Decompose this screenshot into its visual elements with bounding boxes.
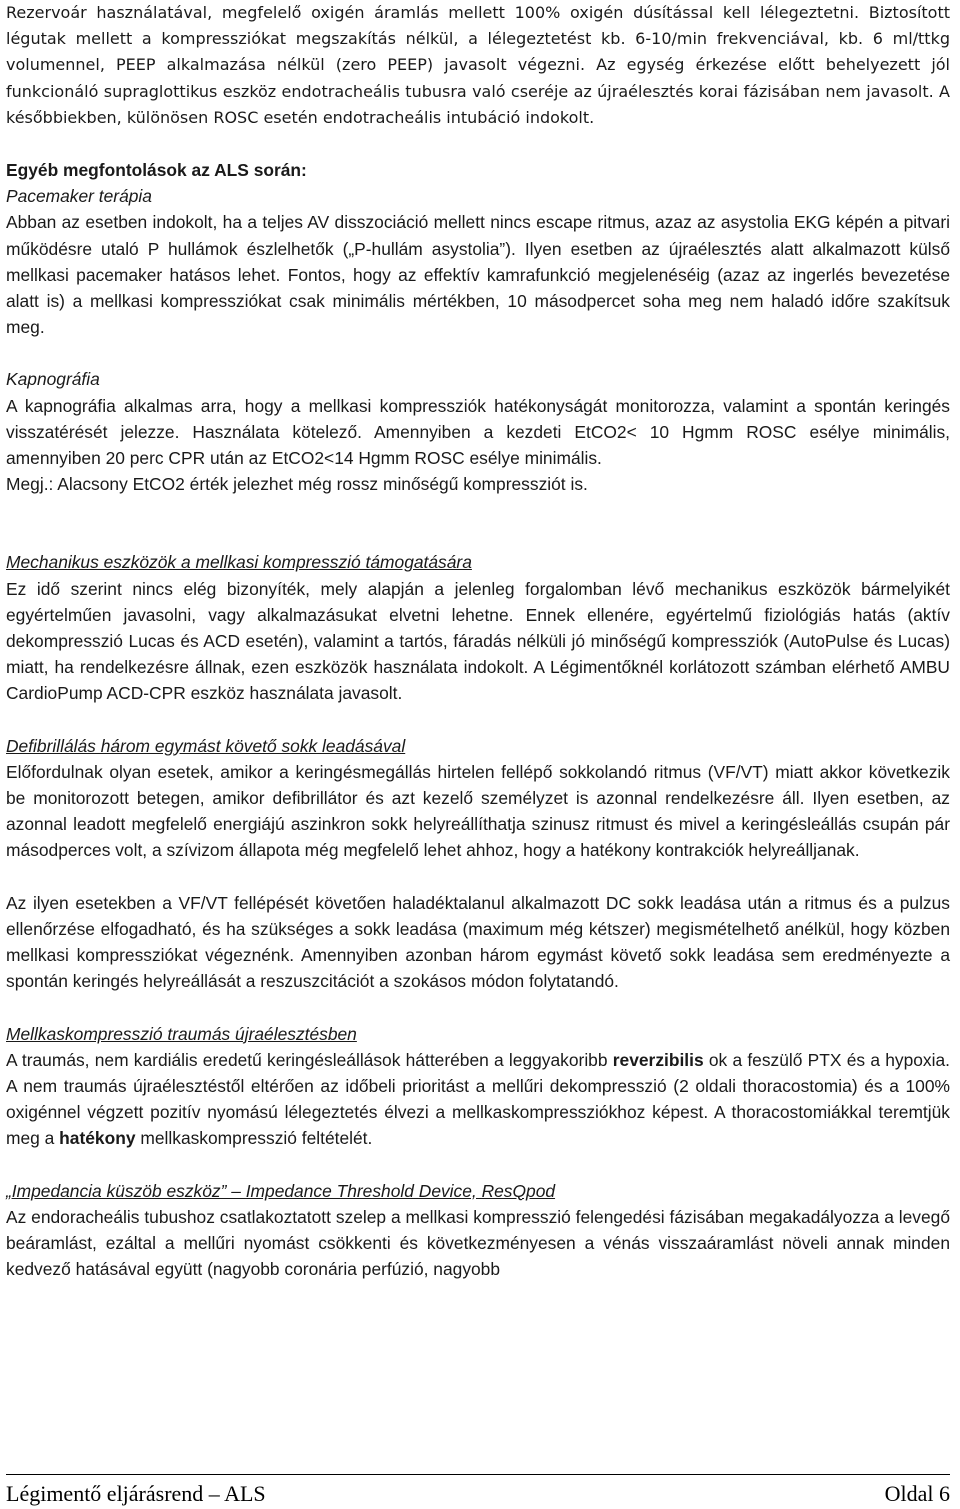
footer-page-number: Oldal 6: [884, 1481, 950, 1506]
kapnografia-note: Megj.: Alacsony EtCO2 érték jelezhet még rossz minőségű kompressziót is.: [6, 474, 588, 495]
kapnografia-paragraph: A kapnográfia alkalmas arra, hogy a mellkasi kompressziók hatékonyságát monitorozza, valamint a spontán keringés visszatérését jelezze. Használata kötelező. Amennyiben a kezdeti EtCO2< 10 Hgmm ROSC esélye minimális, amennyiben 20 perc CPR után az EtCO2<14 Hgmm ROSC esélye minimális.: [6, 395, 950, 469]
page-footer: [6, 1474, 950, 1509]
traumas-text-1: A traumás, nem kardiális eredetű keringésleállások hátterében a leggyakoribb: [6, 1049, 613, 1070]
traumas-paragraph: [6, 1047, 950, 1152]
spacer: [6, 995, 950, 1021]
subheading-impedancia: „Impedancia küszöb eszköz” – Impedance Threshold Device, ResQpod: [6, 1180, 556, 1201]
spacer: [6, 1152, 950, 1178]
traumas-text-2: ok a feszülő PTX és a hypoxia. A nem traumás újraélesztéstől eltérően az időbeli prioritást a mellűri dekompresszió (2 oldali thoracostomia) és a 100% oxigénnel végzett pozitív nyomású lélegeztetés élvezi a mellkaskompressziókhoz képest. A thoracostomiákkal teremtjük meg a: [6, 1049, 950, 1149]
subheading-traumas: Mellkaskompresszió traumás újraélesztésben: [6, 1023, 357, 1044]
defibrillalas-paragraph-1: Előfordulnak olyan esetek, amikor a keringésmegállás hirtelen fellépő sokkolandó ritmus (VF/VT) miatt akkor következik be monitorozott betegen, amikor defibrillátor és azt kezelő személyzet is azonnal rendelkezésre áll. Ilyen esetben, az azonnal leadott megfelelő energiájú aszinkron sokk helyreállíthatja szinusz ritmust és mivel a keringésleállás csupán pár másodperces volt, a szívizom állapota még megfelelő lehet ahhoz, hogy a hatékony kontrakciók helyreálljanak.: [6, 761, 950, 861]
spacer: [6, 864, 950, 890]
spacer: [6, 497, 950, 549]
defibrillalas-paragraph-2: Az ilyen esetekben a VF/VT fellépését követően haladéktalanul alkalmazott DC sokk leadása után a ritmus és a pulzus ellenőrzése elfogadható, és ha szükséges a sokk leadása (maximum még kétszer) megismételhető anélkül, hogy közben mellkasi kompressziókat végeznénk. Amennyiben azonban három egymást követő sokk leadása sem eredményezte a spontán keringés helyreállását a reszuszcitációt a szokásos módon folytatandó.: [6, 892, 950, 992]
spacer: [6, 340, 950, 366]
traumas-text-3: mellkaskompresszió feltételét.: [135, 1128, 373, 1149]
subheading-kapnografia: Kapnográfia: [6, 369, 100, 390]
traumas-bold-hatekony: hatékony: [59, 1128, 136, 1149]
mechanikus-paragraph: Ez idő szerint nincs elég bizonyíték, mely alapján a jelenleg forgalomban lévő mechanikus eszközök bármelyikét egyértelműen javasolni, vagy alkalmazásukat elvetni lehetne. Ennek ellenére, egyértelmű fiziológiás hatás (aktív dekompresszió Lucas és ACD esetén), valamint a tartós, fáradás nélküli jó minőségű kompressziók (AutoPulse és Lucas) miatt, ha rendelkezésre állnak, ezen eszközök használata indokolt. A Légimentőknél korlátozott számban elérhető AMBU CardioPump ACD-CPR eszköz használata javasolt.: [6, 578, 950, 704]
impedancia-paragraph: Az endoracheális tubushoz csatlakoztatott szelep a mellkasi kompresszió felengedési fázisában megakadályozza a levegő beáramlást, ezáltal a mellűri nyomást csökkenti és következményesen a vénás visszaáramlást növeli annak minden kedvező hatásával együtt (nagyobb coronária perfúzió, nagyobb: [6, 1206, 950, 1280]
subheading-mechanikus: Mechanikus eszközök a mellkasi kompresszió támogatására: [6, 552, 472, 573]
spacer: [6, 707, 950, 733]
subheading-pacemaker: Pacemaker terápia: [6, 186, 152, 207]
section-heading-other: Egyéb megfontolások az ALS során:: [6, 160, 307, 181]
intro-paragraph: Rezervoár használatával, megfelelő oxigén áramlás mellett 100% oxigén dúsítással kell lélegeztetni. Biztosított légutak mellett a kompressziókat megszakítás nélkül, a lélegeztetést kb. 6-10/min frekvenciával, kb. 6 ml/ttkg volumennel, PEEP alkalmazása nélkül (zero PEEP) javasolt végezni. Az egység érkezése előtt behelyezett jól funkcionáló supraglottikus eszköz endotracheális tubusra való cseréje az újraélesztés korai fázisában nem javasolt. A későbbiekben, különösen ROSC esetén endotracheális intubáció indokolt.: [6, 3, 950, 127]
subheading-defibrillalas: Defibrillálás három egymást követő sokk leadásával: [6, 735, 406, 756]
footer-document-title: Légimentő eljárásrend – ALS: [6, 1481, 266, 1506]
pacemaker-paragraph: Abban az esetben indokolt, ha a teljes AV disszociáció mellett nincs escape ritmus, azaz az asystolia EKG képén a pitvari működésre utaló P hullámok észlelhetők („P-hullám asystolia”). Ilyen esetben az újraélesztés alatt alkalmazott külső mellkasi pacemaker hatásos lehet. Fontos, hogy az effektív kamrafunkció megjelenéséig (azaz az ingerlés bevezetése alatt is) a mellkasi kompressziókat csak minimális mértékben, 10 másodpercet soha meg nem haladó időre szakítsuk meg.: [6, 212, 950, 338]
document-page: [6, 0, 950, 1282]
traumas-bold-reverzibilis: reverzibilis: [612, 1049, 704, 1070]
